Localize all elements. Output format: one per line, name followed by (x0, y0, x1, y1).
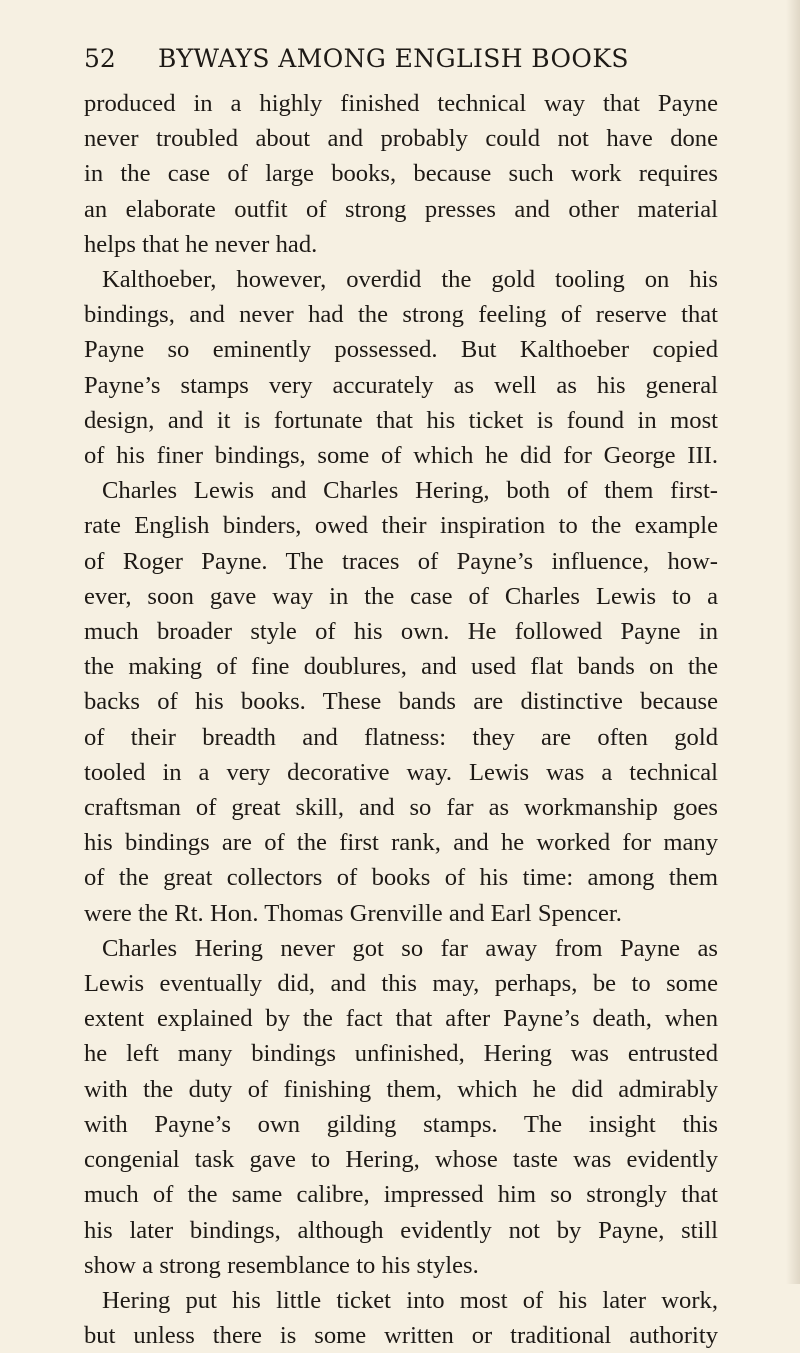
book-title: BYWAYS AMONG ENGLISH BOOKS (158, 44, 629, 73)
body-text (84, 86, 718, 1353)
text-line: the making of fine doublures, and used flat bands on the (84, 653, 718, 681)
text-line: his bindings are of the first rank, and he worked for many (84, 829, 718, 857)
text-line: backs of his books. These bands are distinctive because (84, 688, 718, 716)
text-line: helps that he never had. (84, 230, 318, 258)
text-line: with Payne’s own gilding stamps. The insight this (84, 1110, 718, 1138)
text-line: of his finer bindings, some of which he did for George III. (84, 442, 718, 470)
text-line: but unless there is some written or traditional authority (84, 1322, 718, 1350)
text-line: much of the same calibre, impressed him so strongly that (84, 1181, 718, 1209)
text-line: in the case of large books, because such work requires (84, 160, 718, 188)
text-line: produced in a highly finished technical way that Payne (84, 90, 718, 117)
text-line: Charles Lewis and Charles Hering, both of them first- (102, 477, 718, 505)
text-line: show a strong resemblance to his styles. (84, 1251, 479, 1279)
text-line: bindings, and never had the strong feeling of reserve that (84, 301, 718, 329)
text-line: Payne’s stamps very accurately as well as his general (84, 371, 718, 399)
text-line: congenial task gave to Hering, whose taste was evidently (84, 1146, 718, 1174)
text-line: he left many bindings unfinished, Hering was entrusted (84, 1040, 718, 1068)
page-edge-shadow (786, 0, 800, 1284)
text-line: of Roger Payne. The traces of Payne’s influence, how- (84, 547, 718, 575)
text-line: an elaborate outfit of strong presses and other material (84, 195, 718, 223)
text-line: much broader style of his own. He followed Payne in (84, 618, 718, 646)
text-line: with the duty of finishing them, which he did admirably (84, 1075, 718, 1103)
text-line: craftsman of great skill, and so far as workmanship goes (84, 794, 718, 822)
text-line: Lewis eventually did, and this may, perhaps, be to some (84, 970, 718, 998)
text-line: extent explained by the fact that after Payne’s death, when (84, 1005, 718, 1033)
text-line: Payne so eminently possessed. But Kalthoeber copied (84, 336, 718, 364)
text-line: never troubled about and probably could not have done (84, 125, 718, 153)
text-line: of their breadth and flatness: they are often gold (84, 723, 718, 751)
running-head (84, 44, 724, 84)
text-line: Hering put his little ticket into most of his later work, (102, 1286, 718, 1314)
text-line: of the great collectors of books of his time: among them (84, 864, 718, 892)
text-line: Charles Hering never got so far away from Payne as (102, 934, 718, 962)
text-line: tooled in a very decorative way. Lewis was a technical (84, 758, 718, 786)
text-line: Kalthoeber, however, overdid the gold tooling on his (102, 266, 718, 294)
text-line: design, and it is fortunate that his ticket is found in most (84, 406, 718, 434)
text-line: his later bindings, although evidently not by Payne, still (84, 1216, 718, 1244)
page-number: 52 (84, 44, 116, 73)
text-line: were the Rt. Hon. Thomas Grenville and Earl Spencer. (84, 899, 622, 927)
text-line: ever, soon gave way in the case of Charles Lewis to a (84, 582, 718, 610)
text-line: rate English binders, owed their inspiration to the example (84, 512, 718, 540)
